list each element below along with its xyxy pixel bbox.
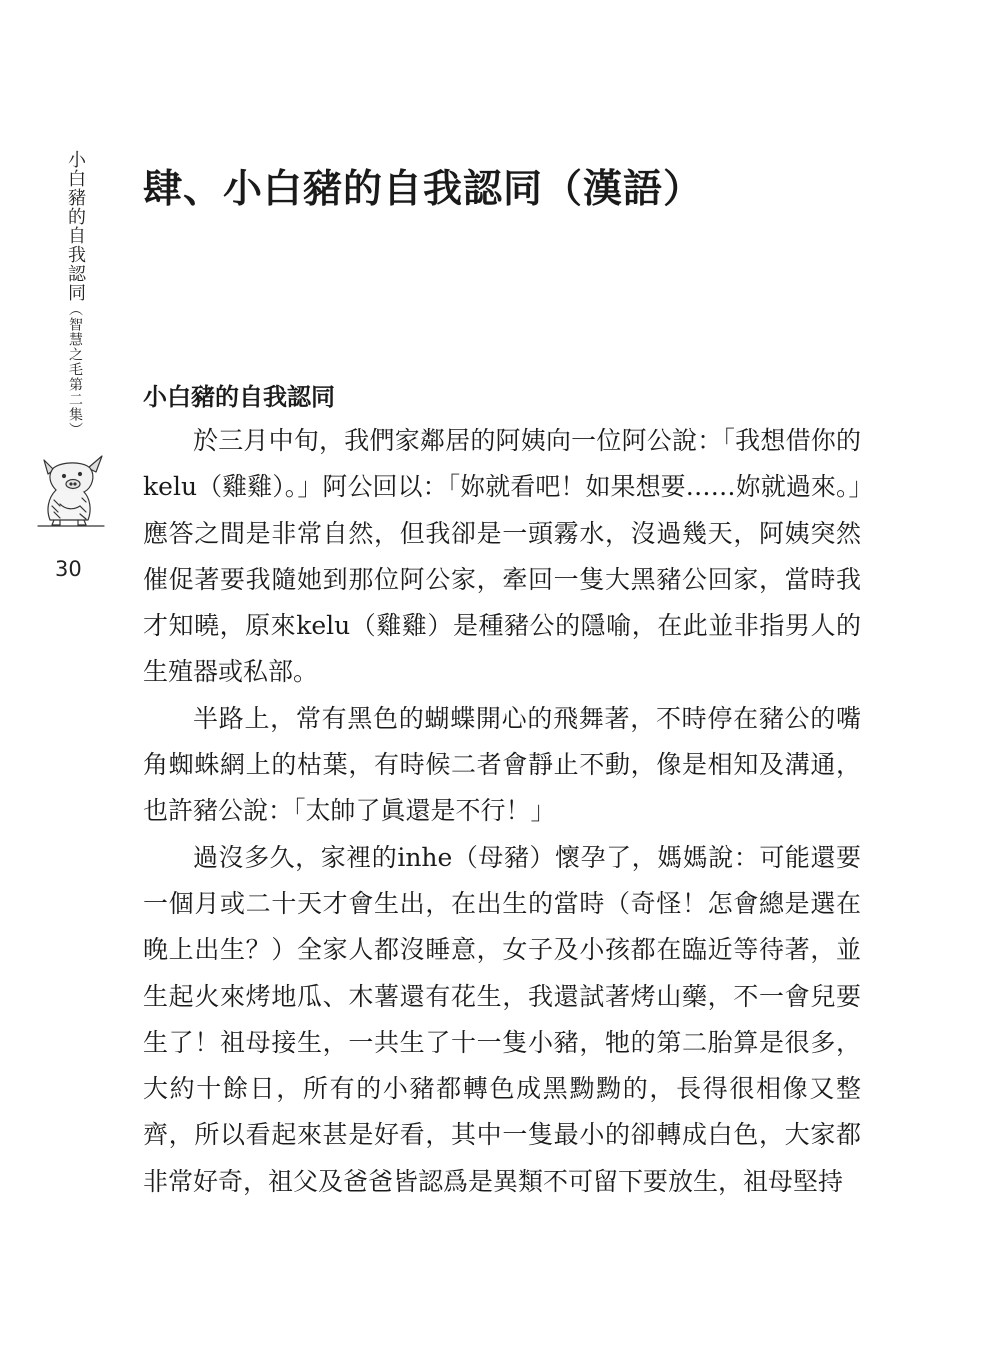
chapter-title: 肆、小白豬的自我認同（漢語） — [143, 167, 704, 212]
body-text — [143, 418, 861, 1205]
running-header-subtitle: （智慧之毛第二集） — [67, 302, 83, 437]
pig-illustration — [30, 450, 108, 530]
paragraph: 於三月中旬，我們家鄰居的阿姨向一位阿公說：「我想借你的kelu（雞雞）。」阿公回以：「妳就看吧！如果想要……妳就過來。」應答之間是非常自然，但我卻是一頭霧水，沒過幾天，阿姨突然催促著要我隨她到那位阿公家，牽回一隻大黑豬公回家，當時我才知曉，原來kelu（雞雞）是種豬公的隱喻，在此並非指男人的生殖器或私部。 — [143, 426, 861, 687]
page-number: 30 — [55, 557, 82, 581]
running-header — [60, 150, 90, 437]
paragraph: 半路上，常有黑色的蝴蝶開心的飛舞著，不時停在豬公的嘴角蜘蛛網上的枯葉，有時候二者會靜止不動，像是相知及溝通，也許豬公說：「太帥了眞還是不行！」 — [143, 703, 861, 826]
paragraph: 過沒多久，家裡的inhe（母豬）懷孕了，媽媽說：可能還要一個月或二十天才會生出，在出生的當時（奇怪！怎會總是選在晚上出生？）全家人都沒睡意，女子及小孩都在臨近等待著，並生起火來烤地瓜、木薯還有花生，我還試著烤山藥，不一會兒要生了！祖母接生，一共生了十一隻小豬，牠的第二胎算是很多，大約十餘日，所有的小豬都轉色成黑黝黝的，長得很相像又整齊，所以看起來甚是好看，其中一隻最小的卻轉成白色，大家都非常好奇，祖父及爸爸皆認爲是異類不可留下要放生，祖母堅持 — [143, 842, 861, 1196]
running-header-title: 小白豬的自我認同 — [65, 150, 86, 302]
section-heading: 小白豬的自我認同 — [143, 383, 335, 411]
